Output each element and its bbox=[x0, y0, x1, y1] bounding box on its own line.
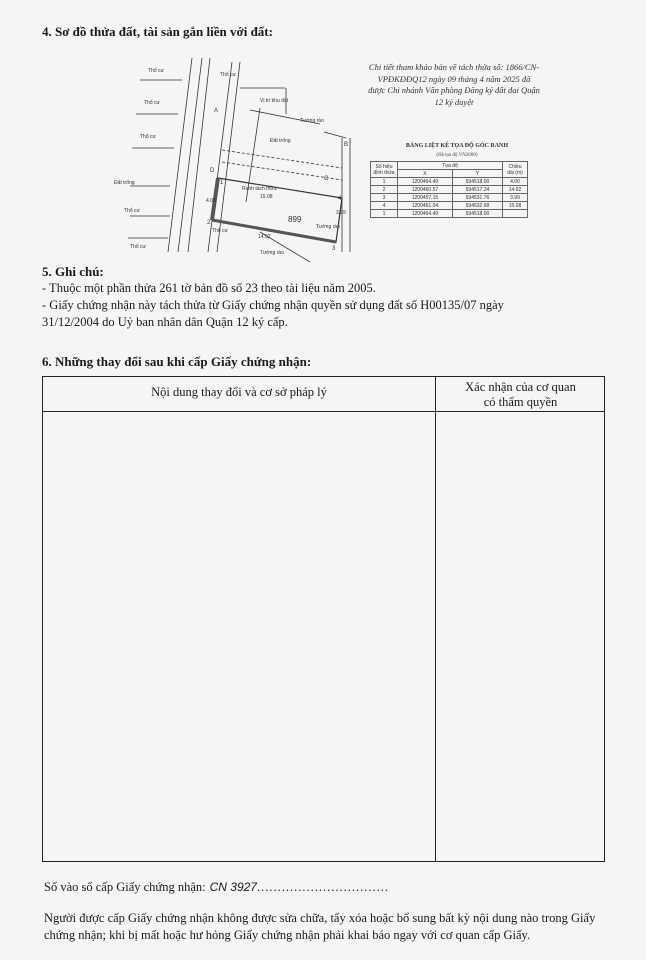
registry-number: CN 3927 bbox=[209, 880, 257, 894]
map-dimension: 3.99 bbox=[336, 210, 346, 216]
note-line: - Thuộc một phần thửa 261 tờ bản đồ số 23 theo tài liệu năm 2005. bbox=[42, 281, 376, 295]
map-dimension: 14.92 bbox=[258, 234, 271, 240]
cell: 1 bbox=[371, 210, 398, 218]
cell: 1200457.15 bbox=[398, 194, 453, 202]
map-label: Đất trống bbox=[270, 138, 291, 144]
map-corner: C bbox=[324, 176, 329, 182]
land-plot-map bbox=[110, 52, 355, 262]
map-label: Tường rào bbox=[316, 224, 340, 230]
coord-header: Y bbox=[452, 170, 502, 178]
changes-table bbox=[42, 376, 605, 862]
map-label: Thổ cư bbox=[212, 228, 228, 234]
table-row bbox=[371, 194, 528, 202]
column-header-content: Nội dung thay đổi và cơ sở pháp lý bbox=[151, 385, 327, 399]
cell: 3 bbox=[371, 194, 398, 202]
cell: 594517.24 bbox=[452, 186, 502, 194]
cell: 1 bbox=[371, 178, 398, 186]
map-label: Tường rào bbox=[260, 250, 284, 256]
coord-table-subtitle: (Hệ tọa độ VN2000) bbox=[436, 153, 478, 158]
map-corner: 3 bbox=[332, 246, 336, 252]
cell: 2 bbox=[371, 186, 398, 194]
map-corner: 2 bbox=[207, 220, 211, 226]
map-dimension: 15.08 bbox=[260, 194, 273, 200]
map-label: Thổ cư bbox=[140, 134, 156, 140]
map-label: Vị trí khu đất bbox=[260, 98, 289, 104]
header-divider bbox=[43, 411, 604, 412]
table-row bbox=[371, 186, 528, 194]
map-label: Thổ cư bbox=[124, 208, 140, 214]
map-reference-note: Chi tiết tham khảo bản vẽ tách thửa số: 1866/CN-VPĐKĐĐQ12 ngày 09 tháng 4 năm 2025 đã được Chi nhánh Văn phòng Đăng ký đất đai Quận 12 ký duyệt bbox=[368, 62, 540, 107]
map-corner: B bbox=[344, 142, 349, 148]
map-dimension: 4.00 bbox=[206, 198, 216, 204]
map-label: Thổ cư bbox=[130, 244, 146, 250]
coord-header: Chiều dài (m) bbox=[503, 162, 528, 178]
registry-dots: ................................ bbox=[256, 880, 389, 894]
coord-table-title: BẢNG LIỆT KÊ TỌA ĐỘ GÓC RANH bbox=[405, 143, 509, 149]
map-corner: 1 bbox=[220, 180, 224, 186]
note-line: - Giấy chứng nhận này tách thửa từ Giấy chứng nhận quyền sử dụng đất số H00135/07 ngày bbox=[42, 298, 504, 312]
cell: 594531.76 bbox=[452, 194, 502, 202]
cell: 1200464.49 bbox=[398, 178, 453, 186]
table-row bbox=[371, 202, 528, 210]
map-label: Tường rào bbox=[300, 118, 324, 124]
map-label: Thổ cư bbox=[148, 68, 164, 74]
table-row bbox=[371, 178, 528, 186]
column-divider bbox=[435, 377, 436, 861]
cell: 1200460.57 bbox=[398, 186, 453, 194]
registry-label: Số vào sổ cấp Giấy chứng nhận: bbox=[44, 880, 206, 894]
note-line: 31/12/2004 do Uỷ ban nhân dân Quận 12 ký cấp. bbox=[42, 315, 288, 329]
cell: 4 bbox=[371, 202, 398, 210]
warning-text: Người được cấp Giấy chứng nhận không được sửa chữa, tẩy xóa hoặc bổ sung bất kỳ nội dung nào trong Giấy chứng nhận; khi bị mất hoặc hư hỏng Giấy chứng nhận phải khai báo ngay với cơ quan cấp Giấy. bbox=[44, 911, 596, 942]
cell: 14.92 bbox=[503, 186, 528, 194]
header-line: có thẩm quyền bbox=[483, 395, 558, 409]
plot-number: 899 bbox=[288, 215, 302, 224]
section-4-title: 4. Sơ đồ thửa đất, tài sản gắn liền với đất: bbox=[42, 24, 273, 39]
cell: 15.08 bbox=[503, 202, 528, 210]
map-label: Thổ cư bbox=[144, 100, 160, 106]
cell: 594532.68 bbox=[452, 202, 502, 210]
cell: 1200464.49 bbox=[398, 210, 453, 218]
map-label: Thổ cư bbox=[220, 72, 236, 78]
section-5-title: 5. Ghi chú: bbox=[42, 264, 104, 279]
cell: 594518.00 bbox=[452, 210, 502, 218]
cell: 4.00 bbox=[503, 178, 528, 186]
coord-header: Tọa độ bbox=[398, 162, 503, 170]
map-corner: D bbox=[210, 168, 215, 174]
table-row bbox=[371, 210, 528, 218]
column-header-authority bbox=[435, 380, 606, 410]
cell: 594518.00 bbox=[452, 178, 502, 186]
cell: 3.99 bbox=[503, 194, 528, 202]
map-corner: A bbox=[214, 108, 219, 114]
coord-header: Số hiệu đỉnh thửa bbox=[371, 162, 398, 178]
cell bbox=[503, 210, 528, 218]
map-label: Đất trống bbox=[114, 180, 135, 186]
coord-table bbox=[370, 161, 528, 218]
section-6-title: 6. Những thay đổi sau khi cấp Giấy chứng nhận: bbox=[42, 354, 312, 369]
coord-header: X bbox=[398, 170, 453, 178]
registry-line bbox=[44, 880, 389, 895]
cell: 1200461.04 bbox=[398, 202, 453, 210]
map-label: Ranh tách thửa bbox=[242, 186, 277, 192]
map-corner: 4 bbox=[338, 196, 342, 202]
header-line: Xác nhận của cơ quan bbox=[465, 380, 576, 394]
